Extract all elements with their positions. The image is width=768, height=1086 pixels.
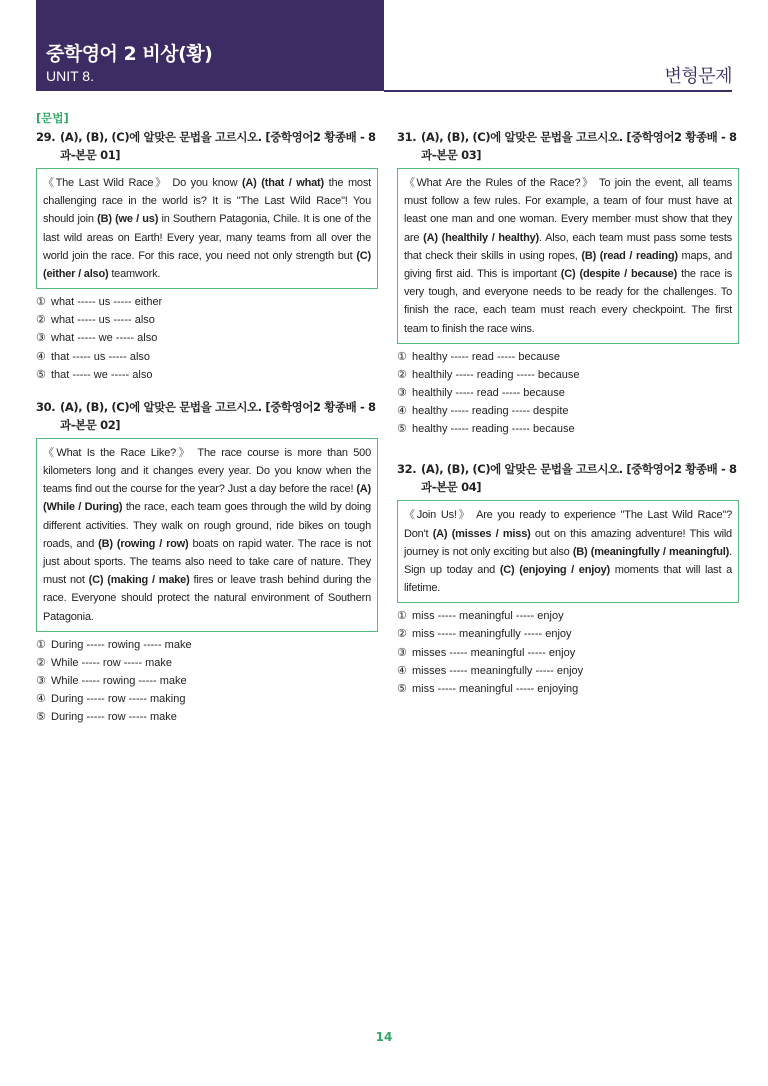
question-text: (A), (B), (C)에 알맞은 문법을 고르시오. [중학영어2 황종배 - 8과-본문 02] (60, 399, 376, 432)
option-text: healthy ----- reading ----- because (412, 423, 575, 436)
left-column (36, 110, 378, 740)
answer-option (397, 420, 739, 438)
passage-box (36, 168, 378, 289)
passage-text: 《What Are the Rules of the Race?》 To join the event, all teams must follow a few rules. For example, a team of four must have at least one man and one woman. Every member must show that they are (404, 177, 732, 244)
option-text: While ----- row ----- make (51, 656, 172, 669)
option-text: what ----- us ----- also (51, 314, 155, 327)
section-label: 변형문제 (664, 66, 732, 87)
question-32 (397, 460, 739, 697)
page-number: 14 (375, 1030, 393, 1044)
passage-box (36, 438, 378, 632)
passage-text: the race, each team goes through the wild by doing different activities. They walk on rough ground, ride bikes on tough roads, and (43, 501, 371, 550)
option-text: healthily ----- read ----- because (412, 387, 565, 400)
option-text: healthy ----- read ----- because (412, 350, 560, 363)
answer-options (397, 348, 739, 438)
question-31 (397, 128, 739, 438)
blank-choice: (C) (enjoying / enjoy) (499, 563, 610, 576)
blank-choice: (A) (misses / miss) (432, 527, 531, 540)
answer-options (36, 636, 378, 726)
question-prompt (36, 398, 378, 434)
option-number: ① (36, 296, 46, 309)
option-number: ② (36, 314, 46, 327)
passage-text: fires or leave trash behind during the race. Everyone should protect the natural environment of Southern Patagonia. (43, 574, 371, 623)
option-text: miss ----- meaningfully ----- enjoy (412, 628, 572, 641)
answer-option (397, 384, 739, 402)
passage-text: the race is very tough, and everyone needs to be ready for the challenges. To finish the race, each team must reach every checkpoint. The first team to finish the race wins. (404, 268, 733, 335)
blank-choice: (B) (rowing / row) (98, 537, 189, 550)
option-text: healthy ----- reading ----- despite (412, 405, 569, 418)
option-number: ⑤ (36, 368, 46, 381)
option-number: ③ (36, 674, 46, 687)
answer-option (36, 654, 378, 672)
blank-choice: (A) (While / During) (43, 483, 371, 514)
option-number: ③ (397, 646, 407, 659)
textbook-title: 중학영어 2 비상(황) (46, 43, 213, 65)
blank-choice: (C) (despite / because) (560, 268, 678, 281)
passage-text: . Sign up today and (404, 545, 732, 576)
passage-text: 《Join Us!》 Are you ready to experience "The Last Wild Race"? Don't (404, 509, 732, 540)
answer-option (36, 348, 378, 366)
answer-option (397, 366, 739, 384)
blank-choice: (C) (either / also) (43, 249, 371, 281)
option-number: ⑤ (397, 682, 407, 695)
passage-text: 《What Is the Race Like?》 The race course is more than 500 kilometers long and it changes every year. Do you know when the teams find out the course for the year? Just a day before the race! (43, 446, 371, 496)
answer-option (36, 672, 378, 690)
answer-option (397, 348, 739, 366)
option-number: ⑤ (397, 423, 407, 436)
answer-option (36, 329, 378, 347)
option-number: ① (397, 610, 407, 623)
option-text: misses ----- meaningful ----- enjoy (412, 646, 576, 659)
answer-option (397, 680, 739, 698)
option-text: During ----- row ----- making (51, 693, 186, 705)
passage-box (397, 168, 739, 344)
right-column (397, 128, 739, 712)
passage-text: the most challenging race in the world is? It is "The Last Wild Race"! You should join (43, 177, 372, 226)
option-number: ② (36, 656, 46, 669)
option-text: During ----- rowing ----- make (51, 638, 192, 651)
option-text: miss ----- meaningful ----- enjoying (412, 682, 579, 695)
question-number: 29. (36, 130, 56, 144)
question-29 (36, 128, 378, 384)
passage-text: boats on rapid water. The race is not just about sports. The teams also need to take care of nature. They must not (43, 537, 371, 587)
option-number: ② (397, 368, 407, 381)
passage-text: 《The Last Wild Race》 Do you know (43, 177, 242, 189)
header-divider (384, 90, 732, 92)
option-number: ④ (36, 350, 46, 363)
option-text: what ----- we ----- also (51, 332, 158, 345)
option-number: ④ (36, 693, 46, 705)
question-number: 31. (397, 130, 417, 144)
answer-option (36, 366, 378, 384)
header-banner (36, 0, 384, 91)
passage-text: teamwork. (108, 268, 161, 281)
passage-box (397, 500, 739, 603)
blank-choice: (B) (we / us) (97, 213, 159, 226)
answer-option (397, 607, 739, 625)
answer-option (36, 636, 378, 654)
unit-label: UNIT 8. (46, 68, 94, 84)
option-number: ④ (397, 664, 407, 677)
option-number: ④ (397, 405, 407, 418)
passage-text: in Southern Patagonia, Chile. It is one of the last wild areas on Earth! Every year, many teams from all over the world join the race. For this race, you need not only strength but (43, 213, 371, 262)
answer-option (397, 662, 739, 680)
option-text: that ----- us ----- also (51, 350, 150, 363)
answer-option (397, 402, 739, 420)
answer-option (36, 311, 378, 329)
answer-option (36, 708, 378, 726)
question-number: 30. (36, 399, 56, 414)
blank-choice: (B) (meaningfully / meaningful) (572, 545, 730, 558)
option-number: ③ (397, 387, 407, 400)
question-prompt (397, 128, 739, 164)
option-number: ③ (36, 332, 46, 345)
blank-choice: (B) (read / reading) (581, 249, 678, 262)
question-text: (A), (B), (C)에 알맞은 문법을 고르시오. [중학영어2 황종배 - 8과-본문 01] (60, 130, 376, 162)
option-text: healthily ----- reading ----- because (412, 368, 580, 381)
option-text: miss ----- meaningful ----- enjoy (412, 610, 564, 623)
answer-option (397, 644, 739, 662)
blank-choice: (A) (healthily / healthy) (423, 231, 539, 244)
blank-choice: (A) (that / what) (241, 177, 324, 189)
answer-options (397, 607, 739, 697)
answer-option (36, 293, 378, 311)
option-number: ① (36, 638, 46, 651)
passage-text: out on this amazing adventure! This wild journey is not only exciting but also (404, 527, 732, 558)
question-text: (A), (B), (C)에 알맞은 문법을 고르시오. [중학영어2 황종배 - 8과-본문 04] (421, 462, 737, 495)
passage-text: . Also, each team must pass some tests that check their skills in using ropes, (404, 231, 732, 262)
option-text: what ----- us ----- either (51, 296, 163, 309)
option-text: While ----- rowing ----- make (51, 674, 187, 687)
answer-options (36, 293, 378, 383)
answer-option (397, 625, 739, 643)
option-number: ② (397, 628, 407, 641)
category-label: [문법] (36, 111, 69, 125)
option-number: ① (397, 350, 407, 363)
question-30 (36, 398, 378, 727)
passage-text: moments that will last a lifetime. (404, 563, 732, 595)
option-text: misses ----- meaningfully ----- enjoy (412, 664, 584, 677)
option-text: During ----- row ----- make (51, 711, 177, 724)
blank-choice: (C) (making / make) (88, 574, 190, 587)
option-number: ⑤ (36, 711, 46, 724)
answer-option (36, 690, 378, 708)
question-text: (A), (B), (C)에 알맞은 문법을 고르시오. [중학영어2 황종배 - 8과-본문 03] (421, 130, 737, 162)
question-prompt (36, 128, 378, 164)
question-number: 32. (397, 462, 417, 477)
option-text: that ----- we ----- also (51, 368, 153, 381)
question-prompt (397, 460, 739, 496)
passage-text: maps, and giving first aid. This is important (404, 249, 733, 281)
